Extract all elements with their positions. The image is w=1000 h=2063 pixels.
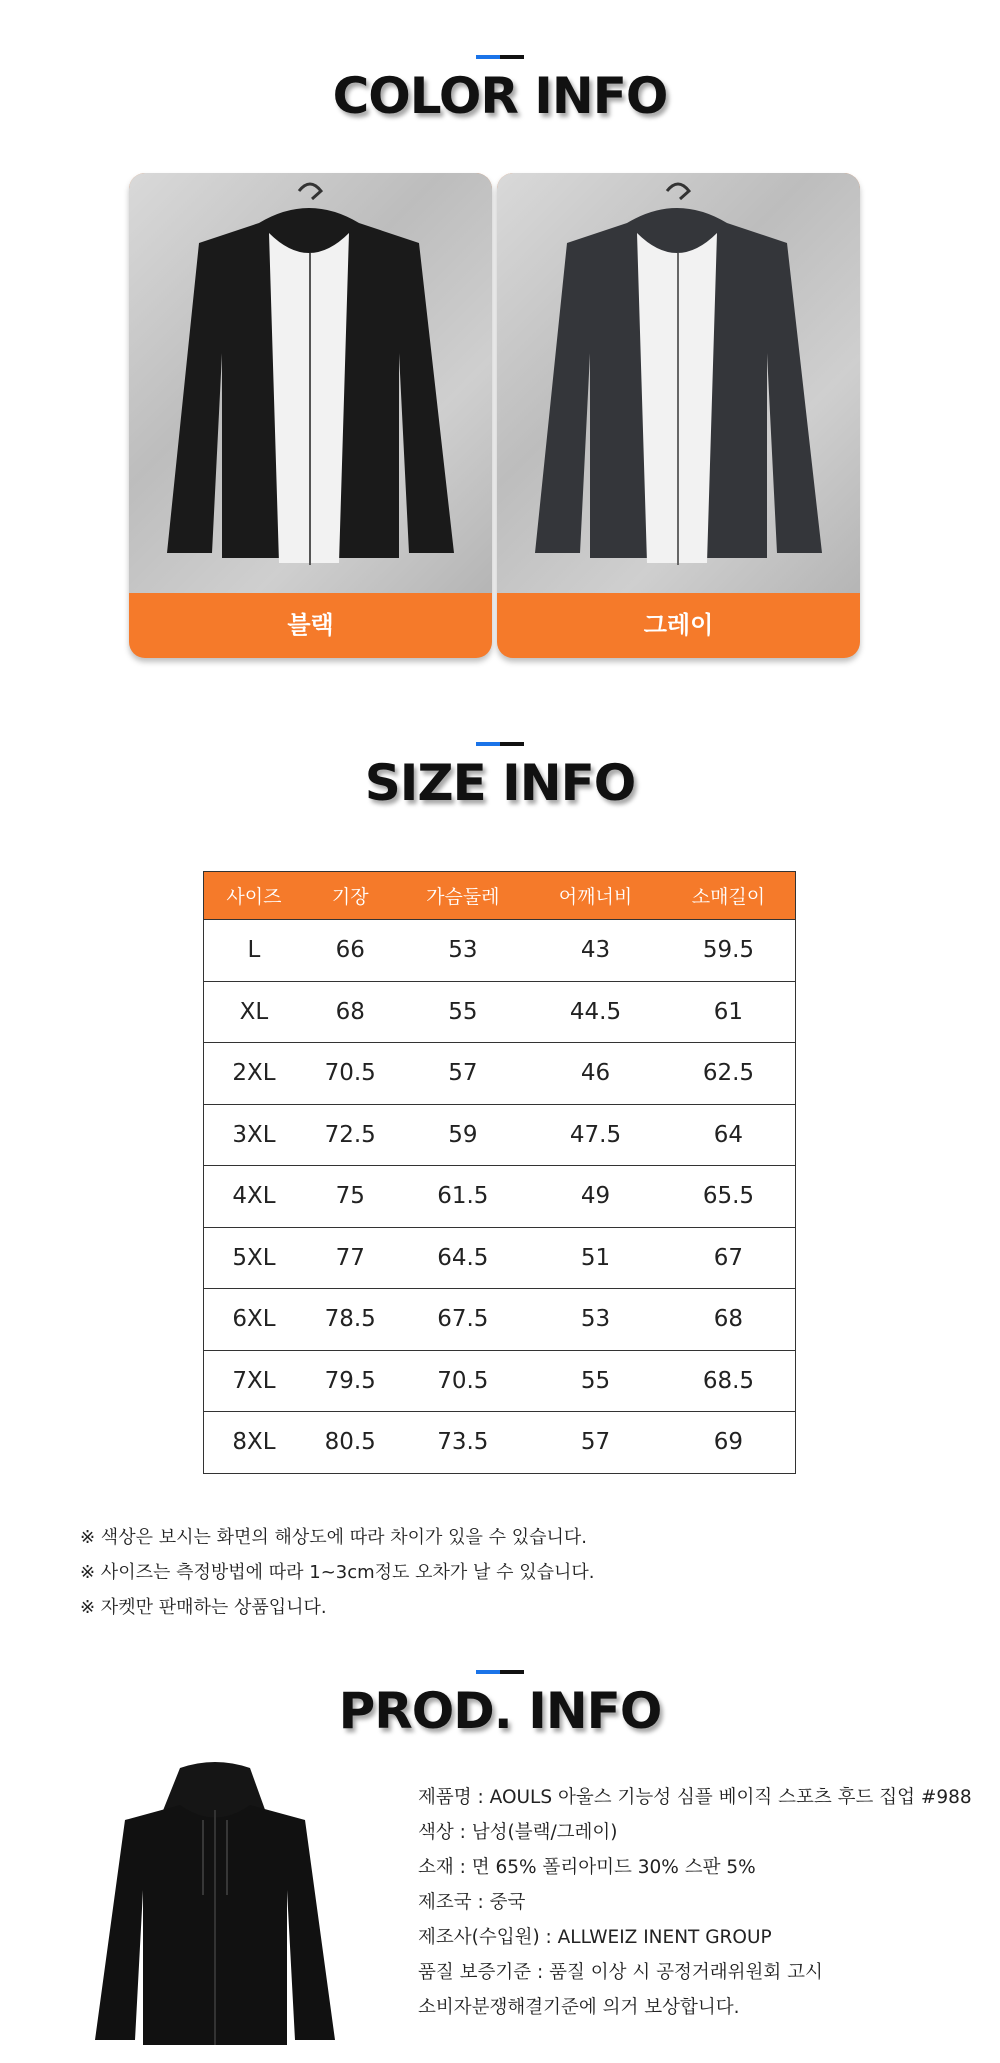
table-cell: 43 (529, 920, 662, 982)
table-cell: 4XL (204, 1166, 304, 1228)
table-cell: 44.5 (529, 981, 662, 1043)
notes-list (80, 1520, 595, 1625)
table-row (204, 1412, 796, 1474)
product-photo (95, 1760, 335, 2050)
title-accent-bar (476, 742, 524, 746)
table-row (204, 1166, 796, 1228)
table-cell: 3XL (204, 1104, 304, 1166)
table-cell: L (204, 920, 304, 982)
title-accent-bar (476, 1670, 524, 1674)
note-item: ※ 사이즈는 측정방법에 따라 1~3cm정도 오차가 날 수 있습니다. (80, 1562, 595, 1583)
table-cell: 64 (662, 1104, 796, 1166)
table-row (204, 1289, 796, 1351)
table-cell: 75 (304, 1166, 397, 1228)
table-cell: 61 (662, 981, 796, 1043)
table-row (204, 981, 796, 1043)
note-item: ※ 자켓만 판매하는 상품입니다. (80, 1597, 327, 1618)
table-cell: 55 (396, 981, 529, 1043)
table-row (204, 1043, 796, 1105)
table-cell: 80.5 (304, 1412, 397, 1474)
table-cell: 5XL (204, 1227, 304, 1289)
title-accent-bar (476, 55, 524, 59)
table-cell: 49 (529, 1166, 662, 1228)
product-info-list (418, 1780, 972, 2025)
color-info-title: COLOR INFO (332, 67, 668, 125)
prod-info-title: PROD. INFO (338, 1682, 662, 1740)
header-shoulder: 어깨너비 (529, 872, 662, 920)
table-cell: 47.5 (529, 1104, 662, 1166)
table-cell: 70.5 (304, 1043, 397, 1105)
table-row (204, 1104, 796, 1166)
table-cell: 8XL (204, 1412, 304, 1474)
table-cell: 67 (662, 1227, 796, 1289)
gray-hoodie-photo (497, 173, 860, 593)
size-info-title: SIZE INFO (364, 754, 636, 812)
table-cell: 66 (304, 920, 397, 982)
size-table-header (204, 872, 796, 920)
header-chest: 가슴둘레 (396, 872, 529, 920)
black-hoodie-photo (129, 173, 492, 593)
size-table (203, 871, 796, 1474)
prod-info-country: 제조국 : 중국 (418, 1892, 526, 1913)
table-cell: 46 (529, 1043, 662, 1105)
table-cell: 65.5 (662, 1166, 796, 1228)
prod-info-warranty-cont: 소비자분쟁해결기준에 의거 보상합니다. (418, 1997, 740, 2018)
table-cell: XL (204, 981, 304, 1043)
table-cell: 64.5 (396, 1227, 529, 1289)
table-row (204, 1227, 796, 1289)
header-sleeve: 소매길이 (662, 872, 796, 920)
prod-info-name: 제품명 : AOULS 아울스 기능성 심플 베이직 스포츠 후드 집업 #988 (418, 1787, 972, 1808)
color-swatch-gray (497, 173, 860, 658)
table-cell: 68 (304, 981, 397, 1043)
table-cell: 78.5 (304, 1289, 397, 1351)
prod-info-manufacturer: 제조사(수입원) : ALLWEIZ INENT GROUP (418, 1927, 772, 1948)
table-cell: 68.5 (662, 1350, 796, 1412)
prod-info-heading (0, 1670, 1000, 1740)
header-size: 사이즈 (204, 872, 304, 920)
table-cell: 7XL (204, 1350, 304, 1412)
table-cell: 61.5 (396, 1166, 529, 1228)
table-cell: 57 (529, 1412, 662, 1474)
note-item: ※ 색상은 보시는 화면의 해상도에 따라 차이가 있을 수 있습니다. (80, 1527, 587, 1548)
table-cell: 73.5 (396, 1412, 529, 1474)
table-cell: 59.5 (662, 920, 796, 982)
table-row (204, 1350, 796, 1412)
table-cell: 77 (304, 1227, 397, 1289)
table-cell: 2XL (204, 1043, 304, 1105)
table-row (204, 920, 796, 982)
table-cell: 51 (529, 1227, 662, 1289)
table-cell: 53 (529, 1289, 662, 1351)
table-cell: 69 (662, 1412, 796, 1474)
table-cell: 72.5 (304, 1104, 397, 1166)
prod-info-warranty: 품질 보증기준 : 품질 이상 시 공정거래위원회 고시 (418, 1962, 823, 1983)
table-cell: 79.5 (304, 1350, 397, 1412)
table-cell: 55 (529, 1350, 662, 1412)
table-cell: 53 (396, 920, 529, 982)
color-label-black: 블랙 (287, 611, 334, 639)
color-swatch-black (129, 173, 492, 658)
table-cell: 59 (396, 1104, 529, 1166)
color-label-gray: 그레이 (643, 611, 714, 639)
size-info-heading (0, 742, 1000, 812)
table-cell: 62.5 (662, 1043, 796, 1105)
table-cell: 6XL (204, 1289, 304, 1351)
header-length: 기장 (304, 872, 397, 920)
table-cell: 68 (662, 1289, 796, 1351)
table-cell: 67.5 (396, 1289, 529, 1351)
prod-info-color: 색상 : 남성(블랙/그레이) (418, 1822, 618, 1843)
prod-info-material: 소재 : 면 65% 폴리아미드 30% 스판 5% (418, 1857, 756, 1878)
table-cell: 57 (396, 1043, 529, 1105)
color-info-heading (0, 55, 1000, 125)
table-cell: 70.5 (396, 1350, 529, 1412)
